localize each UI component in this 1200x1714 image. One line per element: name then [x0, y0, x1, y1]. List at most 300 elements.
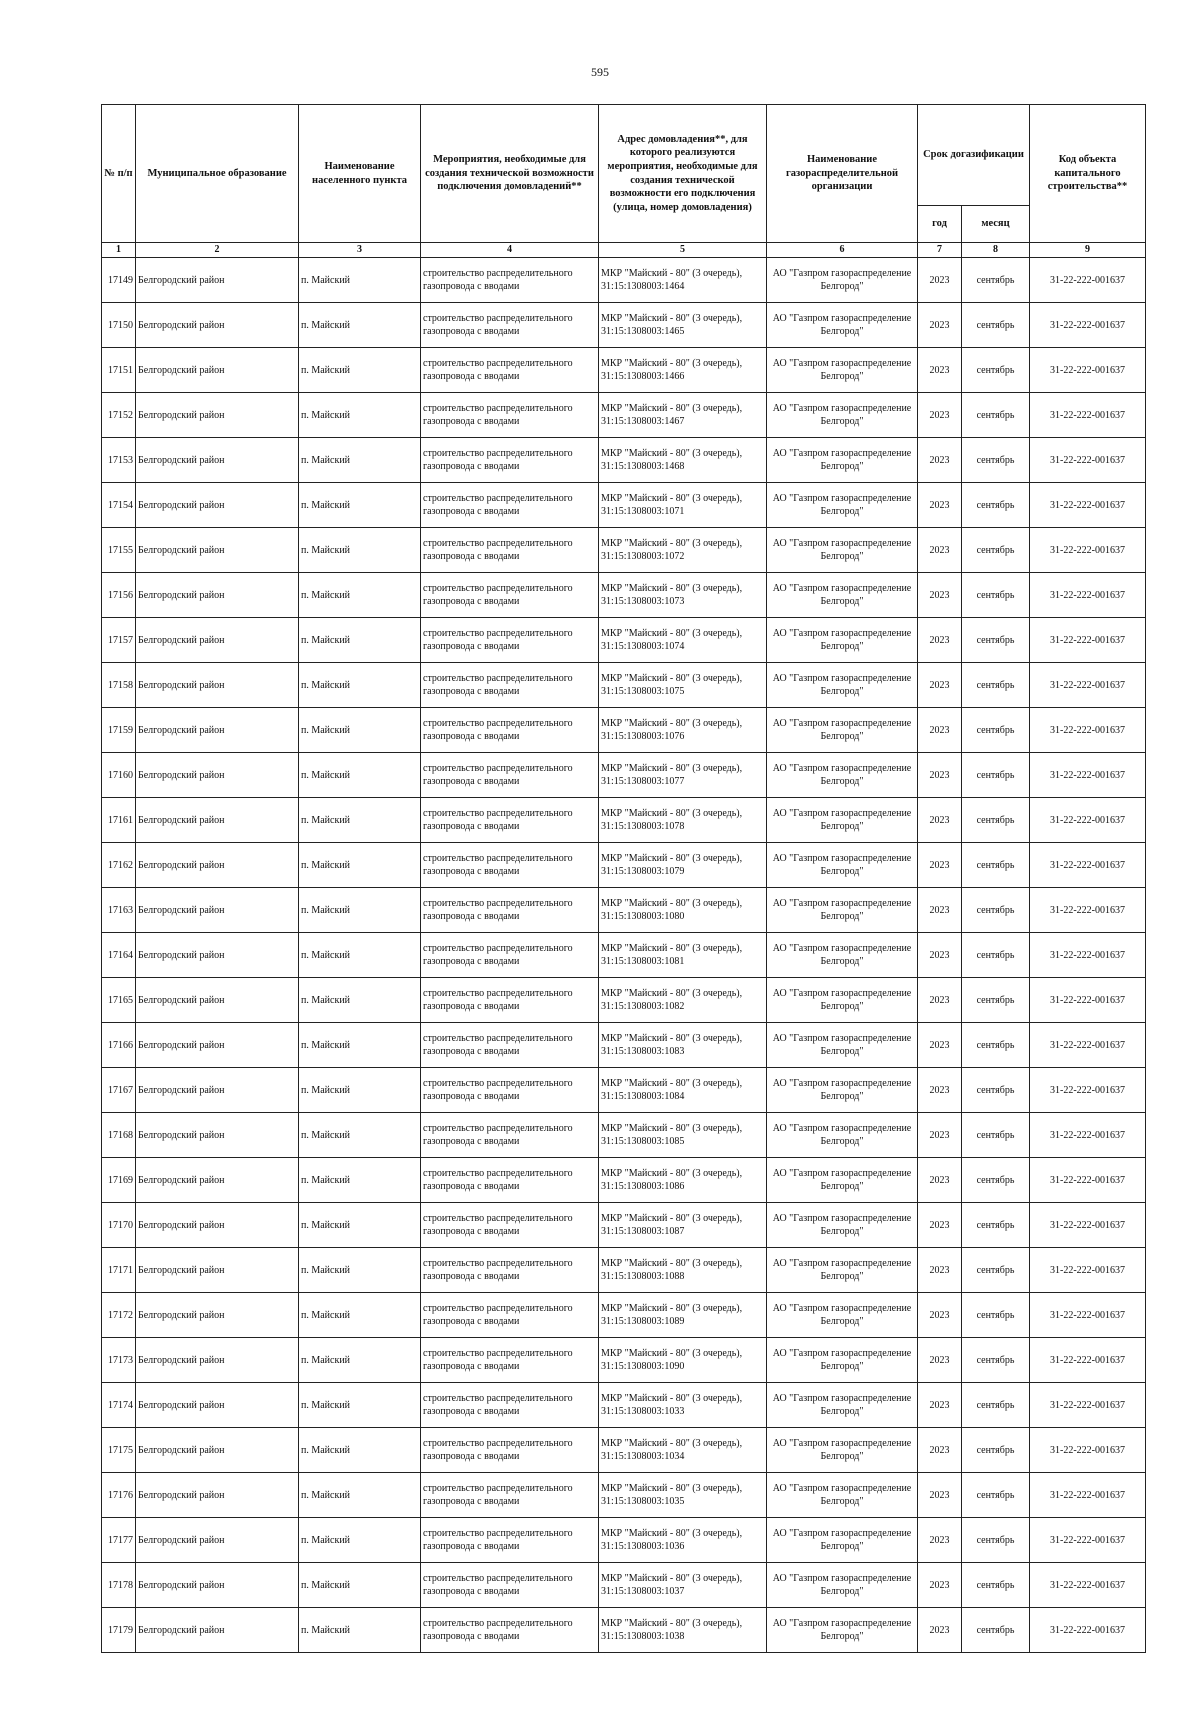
year-cell: 2023 — [918, 348, 962, 393]
month-cell: сентябрь — [962, 1563, 1030, 1608]
locality-cell: п. Майский — [299, 348, 421, 393]
municipality-cell: Белгородский район — [136, 1113, 299, 1158]
header-locality: Наименование населенного пункта — [299, 105, 421, 243]
row-number: 17168 — [102, 1113, 136, 1158]
month-cell: сентябрь — [962, 933, 1030, 978]
year-cell: 2023 — [918, 393, 962, 438]
locality-cell: п. Майский — [299, 1473, 421, 1518]
table-row — [102, 1293, 1146, 1338]
locality-cell: п. Майский — [299, 1518, 421, 1563]
header-year: год — [918, 206, 962, 243]
municipality-cell: Белгородский район — [136, 933, 299, 978]
column-number: 8 — [962, 243, 1030, 258]
row-number: 17162 — [102, 843, 136, 888]
table-row — [102, 798, 1146, 843]
table-row — [102, 1473, 1146, 1518]
locality-cell: п. Майский — [299, 1608, 421, 1653]
table-row — [102, 1023, 1146, 1068]
object-code-cell: 31-22-222-001637 — [1030, 348, 1146, 393]
activity-cell: строительство распределительного газопровода с вводами — [421, 1113, 599, 1158]
municipality-cell: Белгородский район — [136, 1608, 299, 1653]
activity-cell: строительство распределительного газопровода с вводами — [421, 618, 599, 663]
organization-cell: АО "Газпром газораспределение Белгород" — [767, 1338, 918, 1383]
activity-cell: строительство распределительного газопровода с вводами — [421, 1473, 599, 1518]
year-cell: 2023 — [918, 1563, 962, 1608]
row-number: 17158 — [102, 663, 136, 708]
header-municipality: Муниципальное образование — [136, 105, 299, 243]
organization-cell: АО "Газпром газораспределение Белгород" — [767, 303, 918, 348]
organization-cell: АО "Газпром газораспределение Белгород" — [767, 1023, 918, 1068]
month-cell: сентябрь — [962, 1473, 1030, 1518]
municipality-cell: Белгородский район — [136, 1248, 299, 1293]
municipality-cell: Белгородский район — [136, 1518, 299, 1563]
activity-cell: строительство распределительного газопровода с вводами — [421, 573, 599, 618]
address-cell: МКР "Майский - 80" (3 очередь), 31:15:1308003:1465 — [599, 303, 767, 348]
activity-cell: строительство распределительного газопровода с вводами — [421, 1158, 599, 1203]
address-cell: МКР "Майский - 80" (3 очередь), 31:15:1308003:1083 — [599, 1023, 767, 1068]
object-code-cell: 31-22-222-001637 — [1030, 1608, 1146, 1653]
month-cell: сентябрь — [962, 1068, 1030, 1113]
month-cell: сентябрь — [962, 528, 1030, 573]
row-number: 17166 — [102, 1023, 136, 1068]
locality-cell: п. Майский — [299, 303, 421, 348]
column-number: 6 — [767, 243, 918, 258]
gasification-table — [101, 104, 1146, 1653]
month-cell: сентябрь — [962, 753, 1030, 798]
row-number: 17155 — [102, 528, 136, 573]
municipality-cell: Белгородский район — [136, 303, 299, 348]
year-cell: 2023 — [918, 618, 962, 663]
address-cell: МКР "Майский - 80" (3 очередь), 31:15:1308003:1090 — [599, 1338, 767, 1383]
address-cell: МКР "Майский - 80" (3 очередь), 31:15:1308003:1036 — [599, 1518, 767, 1563]
activity-cell: строительство распределительного газопровода с вводами — [421, 258, 599, 303]
row-number: 17163 — [102, 888, 136, 933]
locality-cell: п. Майский — [299, 663, 421, 708]
organization-cell: АО "Газпром газораспределение Белгород" — [767, 843, 918, 888]
municipality-cell: Белгородский район — [136, 1428, 299, 1473]
object-code-cell: 31-22-222-001637 — [1030, 1023, 1146, 1068]
municipality-cell: Белгородский район — [136, 708, 299, 753]
year-cell: 2023 — [918, 573, 962, 618]
table-row — [102, 1608, 1146, 1653]
row-number: 17172 — [102, 1293, 136, 1338]
address-cell: МКР "Майский - 80" (3 очередь), 31:15:1308003:1466 — [599, 348, 767, 393]
locality-cell: п. Майский — [299, 708, 421, 753]
year-cell: 2023 — [918, 1608, 962, 1653]
municipality-cell: Белгородский район — [136, 1473, 299, 1518]
municipality-cell: Белгородский район — [136, 888, 299, 933]
month-cell: сентябрь — [962, 1023, 1030, 1068]
organization-cell: АО "Газпром газораспределение Белгород" — [767, 888, 918, 933]
page-number: 595 — [591, 65, 609, 79]
row-number: 17174 — [102, 1383, 136, 1428]
activity-cell: строительство распределительного газопровода с вводами — [421, 393, 599, 438]
municipality-cell: Белгородский район — [136, 1068, 299, 1113]
object-code-cell: 31-22-222-001637 — [1030, 258, 1146, 303]
table-row — [102, 1158, 1146, 1203]
table-row — [102, 258, 1146, 303]
locality-cell: п. Майский — [299, 978, 421, 1023]
year-cell: 2023 — [918, 1113, 962, 1158]
locality-cell: п. Майский — [299, 753, 421, 798]
activity-cell: строительство распределительного газопровода с вводами — [421, 1563, 599, 1608]
activity-cell: строительство распределительного газопровода с вводами — [421, 708, 599, 753]
organization-cell: АО "Газпром газораспределение Белгород" — [767, 1293, 918, 1338]
object-code-cell: 31-22-222-001637 — [1030, 1113, 1146, 1158]
row-number: 17170 — [102, 1203, 136, 1248]
activity-cell: строительство распределительного газопровода с вводами — [421, 1248, 599, 1293]
organization-cell: АО "Газпром газораспределение Белгород" — [767, 573, 918, 618]
month-cell: сентябрь — [962, 1293, 1030, 1338]
municipality-cell: Белгородский район — [136, 438, 299, 483]
header-organization: Наименование газораспределительной организации — [767, 105, 918, 243]
month-cell: сентябрь — [962, 618, 1030, 663]
locality-cell: п. Майский — [299, 618, 421, 663]
column-number: 5 — [599, 243, 767, 258]
address-cell: МКР "Майский - 80" (3 очередь), 31:15:1308003:1037 — [599, 1563, 767, 1608]
address-cell: МКР "Майский - 80" (3 очередь), 31:15:1308003:1085 — [599, 1113, 767, 1158]
object-code-cell: 31-22-222-001637 — [1030, 1248, 1146, 1293]
organization-cell: АО "Газпром газораспределение Белгород" — [767, 1203, 918, 1248]
object-code-cell: 31-22-222-001637 — [1030, 1338, 1146, 1383]
year-cell: 2023 — [918, 1428, 962, 1473]
object-code-cell: 31-22-222-001637 — [1030, 1293, 1146, 1338]
activity-cell: строительство распределительного газопровода с вводами — [421, 438, 599, 483]
activity-cell: строительство распределительного газопровода с вводами — [421, 1068, 599, 1113]
header-number: № п/п — [102, 105, 136, 243]
year-cell: 2023 — [918, 303, 962, 348]
organization-cell: АО "Газпром газораспределение Белгород" — [767, 1608, 918, 1653]
row-number: 17164 — [102, 933, 136, 978]
address-cell: МКР "Майский - 80" (3 очередь), 31:15:1308003:1080 — [599, 888, 767, 933]
row-number: 17179 — [102, 1608, 136, 1653]
activity-cell: строительство распределительного газопровода с вводами — [421, 1293, 599, 1338]
month-cell: сентябрь — [962, 798, 1030, 843]
organization-cell: АО "Газпром газораспределение Белгород" — [767, 1518, 918, 1563]
address-cell: МКР "Майский - 80" (3 очередь), 31:15:1308003:1084 — [599, 1068, 767, 1113]
year-cell: 2023 — [918, 1248, 962, 1293]
year-cell: 2023 — [918, 1068, 962, 1113]
locality-cell: п. Майский — [299, 1023, 421, 1068]
year-cell: 2023 — [918, 1158, 962, 1203]
address-cell: МКР "Майский - 80" (3 очередь), 31:15:1308003:1086 — [599, 1158, 767, 1203]
municipality-cell: Белгородский район — [136, 1293, 299, 1338]
object-code-cell: 31-22-222-001637 — [1030, 798, 1146, 843]
year-cell: 2023 — [918, 1023, 962, 1068]
organization-cell: АО "Газпром газораспределение Белгород" — [767, 798, 918, 843]
table-row — [102, 1383, 1146, 1428]
address-cell: МКР "Майский - 80" (3 очередь), 31:15:1308003:1034 — [599, 1428, 767, 1473]
address-cell: МКР "Майский - 80" (3 очередь), 31:15:1308003:1038 — [599, 1608, 767, 1653]
activity-cell: строительство распределительного газопровода с вводами — [421, 1338, 599, 1383]
organization-cell: АО "Газпром газораспределение Белгород" — [767, 933, 918, 978]
year-cell: 2023 — [918, 1383, 962, 1428]
address-cell: МКР "Майский - 80" (3 очередь), 31:15:1308003:1077 — [599, 753, 767, 798]
address-cell: МКР "Майский - 80" (3 очередь), 31:15:1308003:1079 — [599, 843, 767, 888]
table-row — [102, 483, 1146, 528]
locality-cell: п. Майский — [299, 1203, 421, 1248]
activity-cell: строительство распределительного газопровода с вводами — [421, 1608, 599, 1653]
row-number: 17149 — [102, 258, 136, 303]
activity-cell: строительство распределительного газопровода с вводами — [421, 888, 599, 933]
year-cell: 2023 — [918, 1473, 962, 1518]
organization-cell: АО "Газпром газораспределение Белгород" — [767, 1068, 918, 1113]
row-number: 17177 — [102, 1518, 136, 1563]
row-number: 17167 — [102, 1068, 136, 1113]
table-row — [102, 1428, 1146, 1473]
row-number: 17157 — [102, 618, 136, 663]
object-code-cell: 31-22-222-001637 — [1030, 393, 1146, 438]
municipality-cell: Белгородский район — [136, 483, 299, 528]
municipality-cell: Белгородский район — [136, 1338, 299, 1383]
locality-cell: п. Майский — [299, 528, 421, 573]
month-cell: сентябрь — [962, 888, 1030, 933]
activity-cell: строительство распределительного газопровода с вводами — [421, 798, 599, 843]
month-cell: сентябрь — [962, 1248, 1030, 1293]
row-number: 17150 — [102, 303, 136, 348]
municipality-cell: Белгородский район — [136, 843, 299, 888]
organization-cell: АО "Газпром газораспределение Белгород" — [767, 1563, 918, 1608]
locality-cell: п. Майский — [299, 393, 421, 438]
year-cell: 2023 — [918, 933, 962, 978]
table-row — [102, 1248, 1146, 1293]
municipality-cell: Белгородский район — [136, 348, 299, 393]
address-cell: МКР "Майский - 80" (3 очередь), 31:15:1308003:1468 — [599, 438, 767, 483]
month-cell: сентябрь — [962, 843, 1030, 888]
month-cell: сентябрь — [962, 438, 1030, 483]
organization-cell: АО "Газпром газораспределение Белгород" — [767, 618, 918, 663]
column-number: 1 — [102, 243, 136, 258]
header-address: Адрес домовладения**, для которого реализуются мероприятия, необходимые для создания технической возможности его подключения (улица, номер домовладения) — [599, 105, 767, 243]
year-cell: 2023 — [918, 528, 962, 573]
year-cell: 2023 — [918, 438, 962, 483]
locality-cell: п. Майский — [299, 1563, 421, 1608]
row-number: 17152 — [102, 393, 136, 438]
row-number: 17161 — [102, 798, 136, 843]
table-row — [102, 708, 1146, 753]
organization-cell: АО "Газпром газораспределение Белгород" — [767, 528, 918, 573]
address-cell: МКР "Майский - 80" (3 очередь), 31:15:1308003:1076 — [599, 708, 767, 753]
header-activities: Мероприятия, необходимые для создания технической возможности подключения домовладений** — [421, 105, 599, 243]
month-cell: сентябрь — [962, 1383, 1030, 1428]
address-cell: МКР "Майский - 80" (3 очередь), 31:15:1308003:1467 — [599, 393, 767, 438]
object-code-cell: 31-22-222-001637 — [1030, 1563, 1146, 1608]
header-deadline: Срок догазификации — [918, 105, 1030, 206]
activity-cell: строительство распределительного газопровода с вводами — [421, 1428, 599, 1473]
activity-cell: строительство распределительного газопровода с вводами — [421, 933, 599, 978]
month-cell: сентябрь — [962, 978, 1030, 1023]
municipality-cell: Белгородский район — [136, 753, 299, 798]
month-cell: сентябрь — [962, 573, 1030, 618]
table-row — [102, 1068, 1146, 1113]
month-cell: сентябрь — [962, 1158, 1030, 1203]
row-number: 17178 — [102, 1563, 136, 1608]
address-cell: МКР "Майский - 80" (3 очередь), 31:15:1308003:1071 — [599, 483, 767, 528]
locality-cell: п. Майский — [299, 843, 421, 888]
activity-cell: строительство распределительного газопровода с вводами — [421, 1383, 599, 1428]
object-code-cell: 31-22-222-001637 — [1030, 1518, 1146, 1563]
month-cell: сентябрь — [962, 1428, 1030, 1473]
address-cell: МКР "Майский - 80" (3 очередь), 31:15:1308003:1464 — [599, 258, 767, 303]
object-code-cell: 31-22-222-001637 — [1030, 933, 1146, 978]
object-code-cell: 31-22-222-001637 — [1030, 438, 1146, 483]
table-row — [102, 753, 1146, 798]
municipality-cell: Белгородский район — [136, 528, 299, 573]
header-month: месяц — [962, 206, 1030, 243]
object-code-cell: 31-22-222-001637 — [1030, 1203, 1146, 1248]
year-cell: 2023 — [918, 843, 962, 888]
month-cell: сентябрь — [962, 1338, 1030, 1383]
address-cell: МКР "Майский - 80" (3 очередь), 31:15:1308003:1089 — [599, 1293, 767, 1338]
table-row — [102, 843, 1146, 888]
row-number: 17153 — [102, 438, 136, 483]
row-number: 17154 — [102, 483, 136, 528]
address-cell: МКР "Майский - 80" (3 очередь), 31:15:1308003:1035 — [599, 1473, 767, 1518]
locality-cell: п. Майский — [299, 798, 421, 843]
table-row — [102, 663, 1146, 708]
organization-cell: АО "Газпром газораспределение Белгород" — [767, 348, 918, 393]
activity-cell: строительство распределительного газопровода с вводами — [421, 978, 599, 1023]
year-cell: 2023 — [918, 798, 962, 843]
organization-cell: АО "Газпром газораспределение Белгород" — [767, 258, 918, 303]
organization-cell: АО "Газпром газораспределение Белгород" — [767, 1383, 918, 1428]
address-cell: МКР "Майский - 80" (3 очередь), 31:15:1308003:1078 — [599, 798, 767, 843]
row-number: 17156 — [102, 573, 136, 618]
column-number: 7 — [918, 243, 962, 258]
municipality-cell: Белгородский район — [136, 1563, 299, 1608]
table-row — [102, 303, 1146, 348]
year-cell: 2023 — [918, 258, 962, 303]
address-cell: МКР "Майский - 80" (3 очередь), 31:15:1308003:1082 — [599, 978, 767, 1023]
year-cell: 2023 — [918, 1518, 962, 1563]
locality-cell: п. Майский — [299, 1428, 421, 1473]
year-cell: 2023 — [918, 1203, 962, 1248]
table-row — [102, 1338, 1146, 1383]
municipality-cell: Белгородский район — [136, 978, 299, 1023]
object-code-cell: 31-22-222-001637 — [1030, 618, 1146, 663]
locality-cell: п. Майский — [299, 1158, 421, 1203]
municipality-cell: Белгородский район — [136, 393, 299, 438]
activity-cell: строительство распределительного газопровода с вводами — [421, 843, 599, 888]
object-code-cell: 31-22-222-001637 — [1030, 303, 1146, 348]
organization-cell: АО "Газпром газораспределение Белгород" — [767, 663, 918, 708]
row-number: 17159 — [102, 708, 136, 753]
organization-cell: АО "Газпром газораспределение Белгород" — [767, 1248, 918, 1293]
activity-cell: строительство распределительного газопровода с вводами — [421, 483, 599, 528]
table-row — [102, 528, 1146, 573]
locality-cell: п. Майский — [299, 933, 421, 978]
object-code-cell: 31-22-222-001637 — [1030, 573, 1146, 618]
year-cell: 2023 — [918, 663, 962, 708]
organization-cell: АО "Газпром газораспределение Белгород" — [767, 1428, 918, 1473]
object-code-cell: 31-22-222-001637 — [1030, 978, 1146, 1023]
address-cell: МКР "Майский - 80" (3 очередь), 31:15:1308003:1088 — [599, 1248, 767, 1293]
object-code-cell: 31-22-222-001637 — [1030, 888, 1146, 933]
object-code-cell: 31-22-222-001637 — [1030, 843, 1146, 888]
row-number: 17165 — [102, 978, 136, 1023]
month-cell: сентябрь — [962, 1113, 1030, 1158]
organization-cell: АО "Газпром газораспределение Белгород" — [767, 483, 918, 528]
table-row — [102, 348, 1146, 393]
row-number: 17176 — [102, 1473, 136, 1518]
header-row — [102, 105, 1146, 206]
municipality-cell: Белгородский район — [136, 1023, 299, 1068]
object-code-cell: 31-22-222-001637 — [1030, 1068, 1146, 1113]
organization-cell: АО "Газпром газораспределение Белгород" — [767, 708, 918, 753]
organization-cell: АО "Газпром газораспределение Белгород" — [767, 1158, 918, 1203]
activity-cell: строительство распределительного газопровода с вводами — [421, 1203, 599, 1248]
table-row — [102, 1518, 1146, 1563]
object-code-cell: 31-22-222-001637 — [1030, 708, 1146, 753]
year-cell: 2023 — [918, 1338, 962, 1383]
row-number: 17175 — [102, 1428, 136, 1473]
object-code-cell: 31-22-222-001637 — [1030, 483, 1146, 528]
locality-cell: п. Майский — [299, 888, 421, 933]
month-cell: сентябрь — [962, 1608, 1030, 1653]
organization-cell: АО "Газпром газораспределение Белгород" — [767, 978, 918, 1023]
row-number: 17171 — [102, 1248, 136, 1293]
month-cell: сентябрь — [962, 1203, 1030, 1248]
locality-cell: п. Майский — [299, 438, 421, 483]
address-cell: МКР "Майский - 80" (3 очередь), 31:15:1308003:1074 — [599, 618, 767, 663]
table-row — [102, 573, 1146, 618]
month-cell: сентябрь — [962, 1518, 1030, 1563]
municipality-cell: Белгородский район — [136, 1203, 299, 1248]
object-code-cell: 31-22-222-001637 — [1030, 1428, 1146, 1473]
activity-cell: строительство распределительного газопровода с вводами — [421, 303, 599, 348]
municipality-cell: Белгородский район — [136, 573, 299, 618]
row-number: 17173 — [102, 1338, 136, 1383]
year-cell: 2023 — [918, 483, 962, 528]
table-row — [102, 933, 1146, 978]
table-body — [102, 258, 1146, 1653]
column-number: 9 — [1030, 243, 1146, 258]
locality-cell: п. Майский — [299, 483, 421, 528]
locality-cell: п. Майский — [299, 1383, 421, 1428]
year-cell: 2023 — [918, 753, 962, 798]
organization-cell: АО "Газпром газораспределение Белгород" — [767, 393, 918, 438]
column-number-row — [102, 243, 1146, 258]
object-code-cell: 31-22-222-001637 — [1030, 1383, 1146, 1428]
activity-cell: строительство распределительного газопровода с вводами — [421, 528, 599, 573]
row-number: 17151 — [102, 348, 136, 393]
address-cell: МКР "Майский - 80" (3 очередь), 31:15:1308003:1081 — [599, 933, 767, 978]
month-cell: сентябрь — [962, 258, 1030, 303]
month-cell: сентябрь — [962, 483, 1030, 528]
month-cell: сентябрь — [962, 348, 1030, 393]
activity-cell: строительство распределительного газопровода с вводами — [421, 663, 599, 708]
table-row — [102, 618, 1146, 663]
row-number: 17169 — [102, 1158, 136, 1203]
table-row — [102, 1113, 1146, 1158]
address-cell: МКР "Майский - 80" (3 очередь), 31:15:1308003:1073 — [599, 573, 767, 618]
activity-cell: строительство распределительного газопровода с вводами — [421, 1023, 599, 1068]
object-code-cell: 31-22-222-001637 — [1030, 1158, 1146, 1203]
organization-cell: АО "Газпром газораспределение Белгород" — [767, 438, 918, 483]
address-cell: МКР "Майский - 80" (3 очередь), 31:15:1308003:1075 — [599, 663, 767, 708]
municipality-cell: Белгородский район — [136, 258, 299, 303]
column-number: 3 — [299, 243, 421, 258]
organization-cell: АО "Газпром газораспределение Белгород" — [767, 753, 918, 798]
year-cell: 2023 — [918, 978, 962, 1023]
organization-cell: АО "Газпром газораспределение Белгород" — [767, 1473, 918, 1518]
year-cell: 2023 — [918, 888, 962, 933]
locality-cell: п. Майский — [299, 1293, 421, 1338]
year-cell: 2023 — [918, 1293, 962, 1338]
locality-cell: п. Майский — [299, 1248, 421, 1293]
column-number: 2 — [136, 243, 299, 258]
month-cell: сентябрь — [962, 303, 1030, 348]
